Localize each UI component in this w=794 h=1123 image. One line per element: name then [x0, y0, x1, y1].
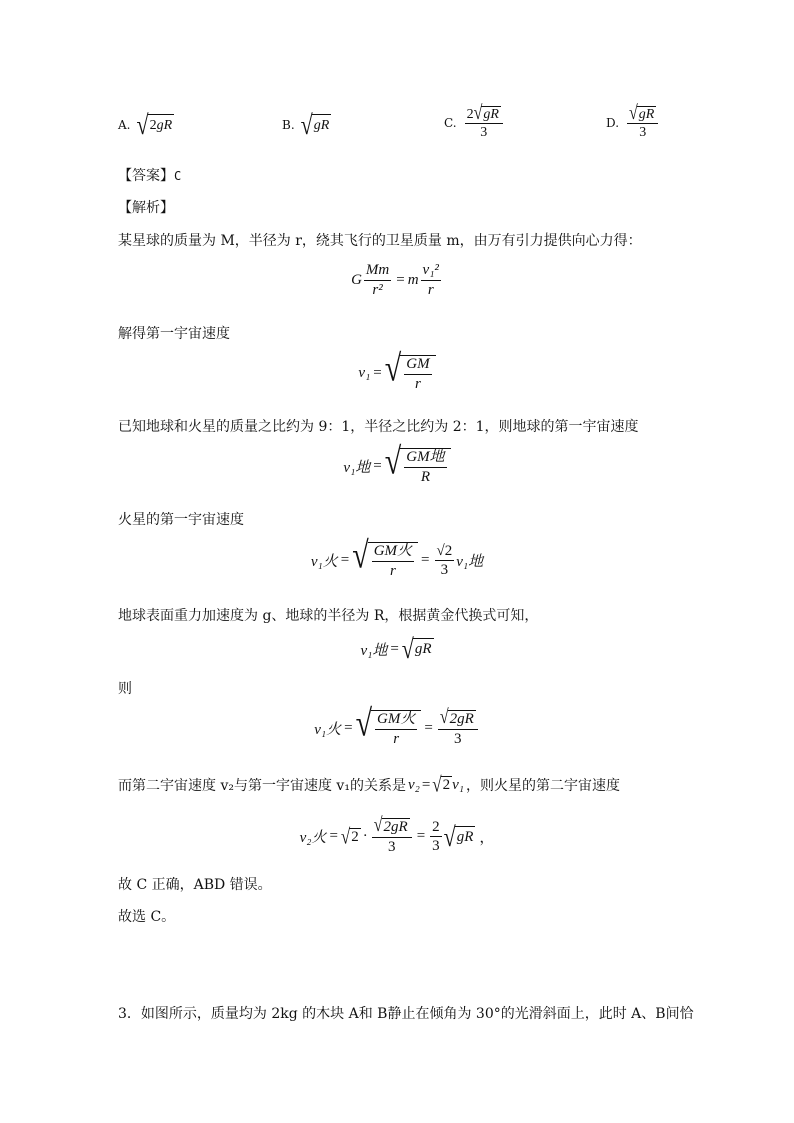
equation-7: v₂火 = √ 2 · √ 2gR 3 = $\frac{2}{3}$ √ gR ， — [299, 814, 495, 855]
option-a-expr: √ 2 gR — [136, 108, 173, 140]
para-7: 而第二宇宙速度 v₂与第一宇宙速度 v₁的关系是 v₂ = √ 2 v₁ ，则火星的第二宇宙速度 — [118, 772, 621, 797]
equation-3: v₁地 = √ $\frac{\text{GM地}}{R}$ — [0, 448, 794, 485]
equation-6: v₁火 = √ $\frac{\text{GM火}}{r}$ = √ 2gR 3 — [0, 710, 794, 747]
option-d-label: D. — [606, 116, 620, 131]
answer-heading: 【答案】 — [118, 168, 174, 184]
para-8: 故 C 正确，ABD 错误。 — [118, 877, 272, 893]
para-6: 则 — [118, 681, 132, 697]
equation-2: v₁ = √ $\frac{GM}{r}$ — [0, 355, 794, 392]
option-c-label: C. — [444, 116, 457, 131]
question-3: 3．如图所示，质量均为 2kg 的木块 A和 B静止在倾角为 30°的光滑斜面上，此时 A、B间恰 — [118, 1006, 694, 1022]
para-2: 解得第一宇宙速度 — [118, 326, 230, 342]
para-9: 故选 C。 — [118, 909, 176, 925]
option-a-label: A. — [118, 118, 131, 132]
option-b-label: B. — [282, 118, 295, 132]
analysis-heading: 【解析】 — [118, 200, 174, 216]
option-c-expr: 2 √ gR 3 — [463, 106, 505, 141]
option-d-expr: √ gR 3 — [625, 106, 660, 141]
para-1: 某星球的质量为 M，半径为 r，绕其飞行的卫星质量 m，由万有引力提供向心力得： — [118, 233, 642, 249]
option-a — [118, 108, 174, 140]
option-b-expr: √ gR — [300, 108, 330, 140]
equation-1: G $\frac{Mm}{\text{r²}}$ = m $\frac{\text{v₁²}}{r}$ — [351, 262, 439, 298]
para-3: 已知地球和火星的质量之比约为 9：1，半径之比约为 2：1，则地球的第一宇宙速度 — [118, 419, 639, 435]
option-c — [444, 102, 505, 141]
equation-5: v₁地 = √ gR — [360, 632, 432, 664]
option-b — [282, 108, 331, 140]
para-4: 火星的第一宇宙速度 — [118, 512, 244, 528]
para-5: 地球表面重力加速度为 g、地球的半径为 R，根据黄金代换式可知， — [118, 608, 539, 624]
answer-line — [118, 165, 181, 185]
option-d — [606, 102, 660, 141]
equation-4: v₁火 = √ $\frac{\text{GM火}}{r}$ = $\frac{√2}{3}$ v₁地 — [310, 534, 484, 579]
answer-value: C — [174, 169, 182, 183]
